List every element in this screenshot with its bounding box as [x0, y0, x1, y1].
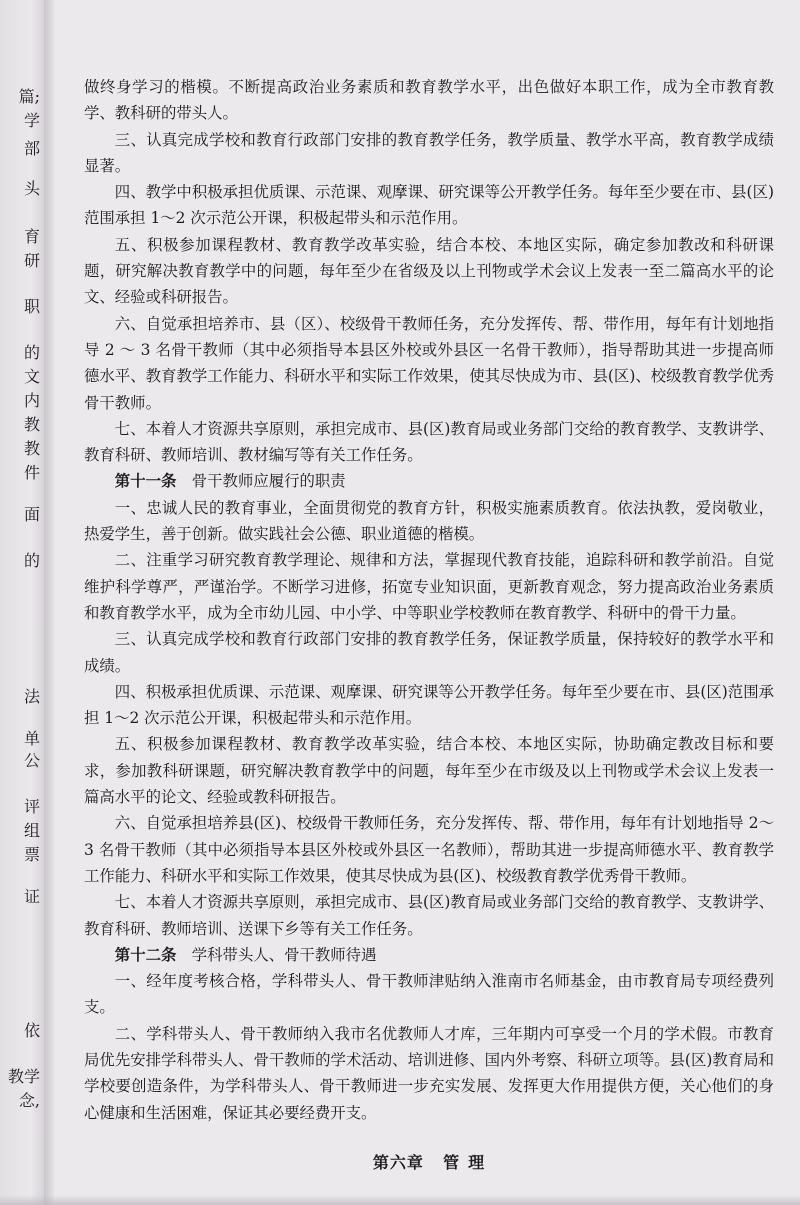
margin-fragment: 文 [23, 367, 40, 386]
book-spine-fold [44, 0, 54, 1205]
margin-fragment: 组 [23, 821, 40, 840]
body-paragraph: 五、积极参加课程教材、教育教学改革实验，结合本校、本地区实际，确定参加教改和科研课题，研究解决教育教学中的问题，每年至少在省级及以上刊物或学术会议上发表一至二篇高水平的论文、经验或科研报告。 [84, 235, 774, 307]
margin-fragment: 育 [23, 227, 40, 246]
margin-fragment: 评 [23, 797, 40, 816]
margin-fragment: 教 [23, 415, 40, 434]
body-paragraph: 四、积极承担优质课、示范课、观摩课、研究课等公开教学任务。每年至少要在市、县(区)范围承担 1～2 次示范公开课，积极起带头和示范作用。 [84, 682, 774, 728]
body-paragraph: 六、自觉承担培养县(区)、校级骨干教师任务，充分发挥传、帮、带作用，每年有计划地指导 2～3 名骨干教师（其中必须指导本县区外校或外县区一名教师），帮助其进一步提高师德水平、教育教学工作能力、科研水平和实际工作效果，使其尽快成为县(区)、校级教育教学优秀骨干教师。 [84, 814, 774, 885]
article-heading [84, 942, 774, 968]
article-number: 第十一条 [114, 472, 177, 491]
article-title: 学科带头人、骨干教师待遇 [191, 945, 377, 964]
margin-fragment: 研 [23, 251, 40, 270]
margin-fragment: 依 [23, 1021, 40, 1040]
body-paragraph: 四、教学中积极承担优质课、示范课、观摩课、研究课等公开教学任务。每年至少要在市、县(区)范围承担 1～2 次示范公开课，积极起带头和示范作用。 [84, 183, 774, 228]
chapter-heading [84, 1150, 774, 1176]
body-paragraph: 六、自觉承担培养市、县（区）、校级骨干教师任务，充分发挥传、帮、带作用，每年有计划地指导 2 ～ 3 名骨干教师（其中必须指导本县区外校或外县区一名骨干教师），指导帮助其进一步提高师德水平、教育教学工作能力、科研水平和实际工作效果，使其尽快成为市、县(区)、校级教育教学优秀骨干教师。 [84, 314, 774, 412]
previous-page-margin [0, 0, 44, 1205]
margin-fragment: 面 [23, 505, 40, 524]
body-paragraph: 三、认真完成学校和教育行政部门安排的教育教学任务，保证教学质量，保持较好的教学水平和成绩。 [84, 630, 774, 675]
margin-fragment: 部 [23, 139, 40, 158]
chapter-number: 第六章 [372, 1152, 424, 1172]
page-bottom-shadow [0, 1195, 800, 1205]
article-title: 骨干教师应履行的职责 [191, 472, 346, 491]
body-paragraph: 做终身学习的楷模。不断提高政治业务素质和教育教学水平，出色做好本职工作，成为全市教育教学、教科研的带头人。 [84, 78, 774, 123]
body-paragraph: 二、注重学习研究教育教学理论、规律和方法，掌握现代教育技能，追踪科研和教学前沿。自觉维护科学尊严，严谨治学。不断学习进修，拓宽专业知识面，更新教育观念，努力提高政治业务素质和教育教学水平，成为全市幼儿园、中小学、中等职业学校教师在教育教学、科研中的骨干力量。 [84, 551, 774, 622]
margin-fragment: 法 [23, 687, 40, 706]
margin-fragment: 职 [23, 297, 40, 316]
body-paragraph: 一、经年度考核合格，学科带头人、骨干教师津贴纳入淮南市名师基金，由市教育局专项经费列支。 [84, 972, 774, 1017]
margin-fragment: 证 [23, 887, 40, 906]
document-page [54, 0, 800, 1205]
margin-fragment: 公 [23, 751, 40, 770]
margin-fragment: 教学 [7, 1067, 40, 1086]
body-paragraph: 三、认真完成学校和教育行政部门安排的教育教学任务，教学质量、教学水平高，教育教学成绩显著。 [84, 130, 774, 175]
margin-fragment: 学 [23, 111, 40, 130]
article-heading [84, 468, 774, 494]
body-paragraph: 七、本着人才资源共享原则，承担完成市、县(区)教育局或业务部门交给的教育教学、支教讲学、教育科研、教师培训、教材编写等有关工作任务。 [84, 419, 774, 465]
margin-fragment: 内 [23, 391, 40, 410]
body-paragraph: 七、本着人才资源共享原则，承担完成市、县(区)教育局或业务部门交给的教育教学、支教讲学、教育科研、教师培训、送课下乡等有关工作任务。 [84, 893, 774, 938]
body-paragraph: 五、积极参加课程教材、教育教学改革实验，结合本校、本地区实际，协助确定教改目标和要求，参加教科研课题，研究解决教育教学中的问题，每年至少在市级及以上刊物或学术会议上发表一篇高水平的论文、经验或教科研报告。 [84, 735, 774, 807]
margin-fragment: 的 [23, 551, 40, 570]
chapter-title-char: 理 [468, 1152, 486, 1172]
margin-fragment: 单 [23, 729, 40, 748]
body-paragraph: 二、学科带头人、骨干教师纳入我市名优教师人才库，三年期内可享受一个月的学术假。市教育局优先安排学科带头人、骨干教师的学术活动、培训进修、国内外考察、科研立项等。县(区)教育局和学校要创造条件，为学科带头人、骨干教师进一步充实发展、发挥更大作用提供方便，关心他们的身心健康和生活困难，保证其必要经费开支。 [84, 1024, 774, 1122]
margin-fragment: 念, [18, 1091, 40, 1110]
margin-fragment: 教 [23, 439, 40, 458]
page-content [84, 74, 774, 1176]
margin-fragment: 篇; [18, 87, 40, 106]
margin-fragment: 件 [23, 463, 40, 482]
article-number: 第十二条 [114, 945, 177, 964]
chapter-title-char: 管 [443, 1152, 461, 1172]
margin-fragment: 头 [23, 179, 40, 198]
margin-fragment: 的 [23, 343, 40, 362]
margin-fragment: 票 [23, 845, 40, 864]
body-paragraph: 一、忠诚人民的教育事业，全面贯彻党的教育方针，积极实施素质教育。依法执教，爱岗敬业，热爱学生，善于创新。做实践社会公德、职业道德的楷模。 [84, 498, 774, 544]
